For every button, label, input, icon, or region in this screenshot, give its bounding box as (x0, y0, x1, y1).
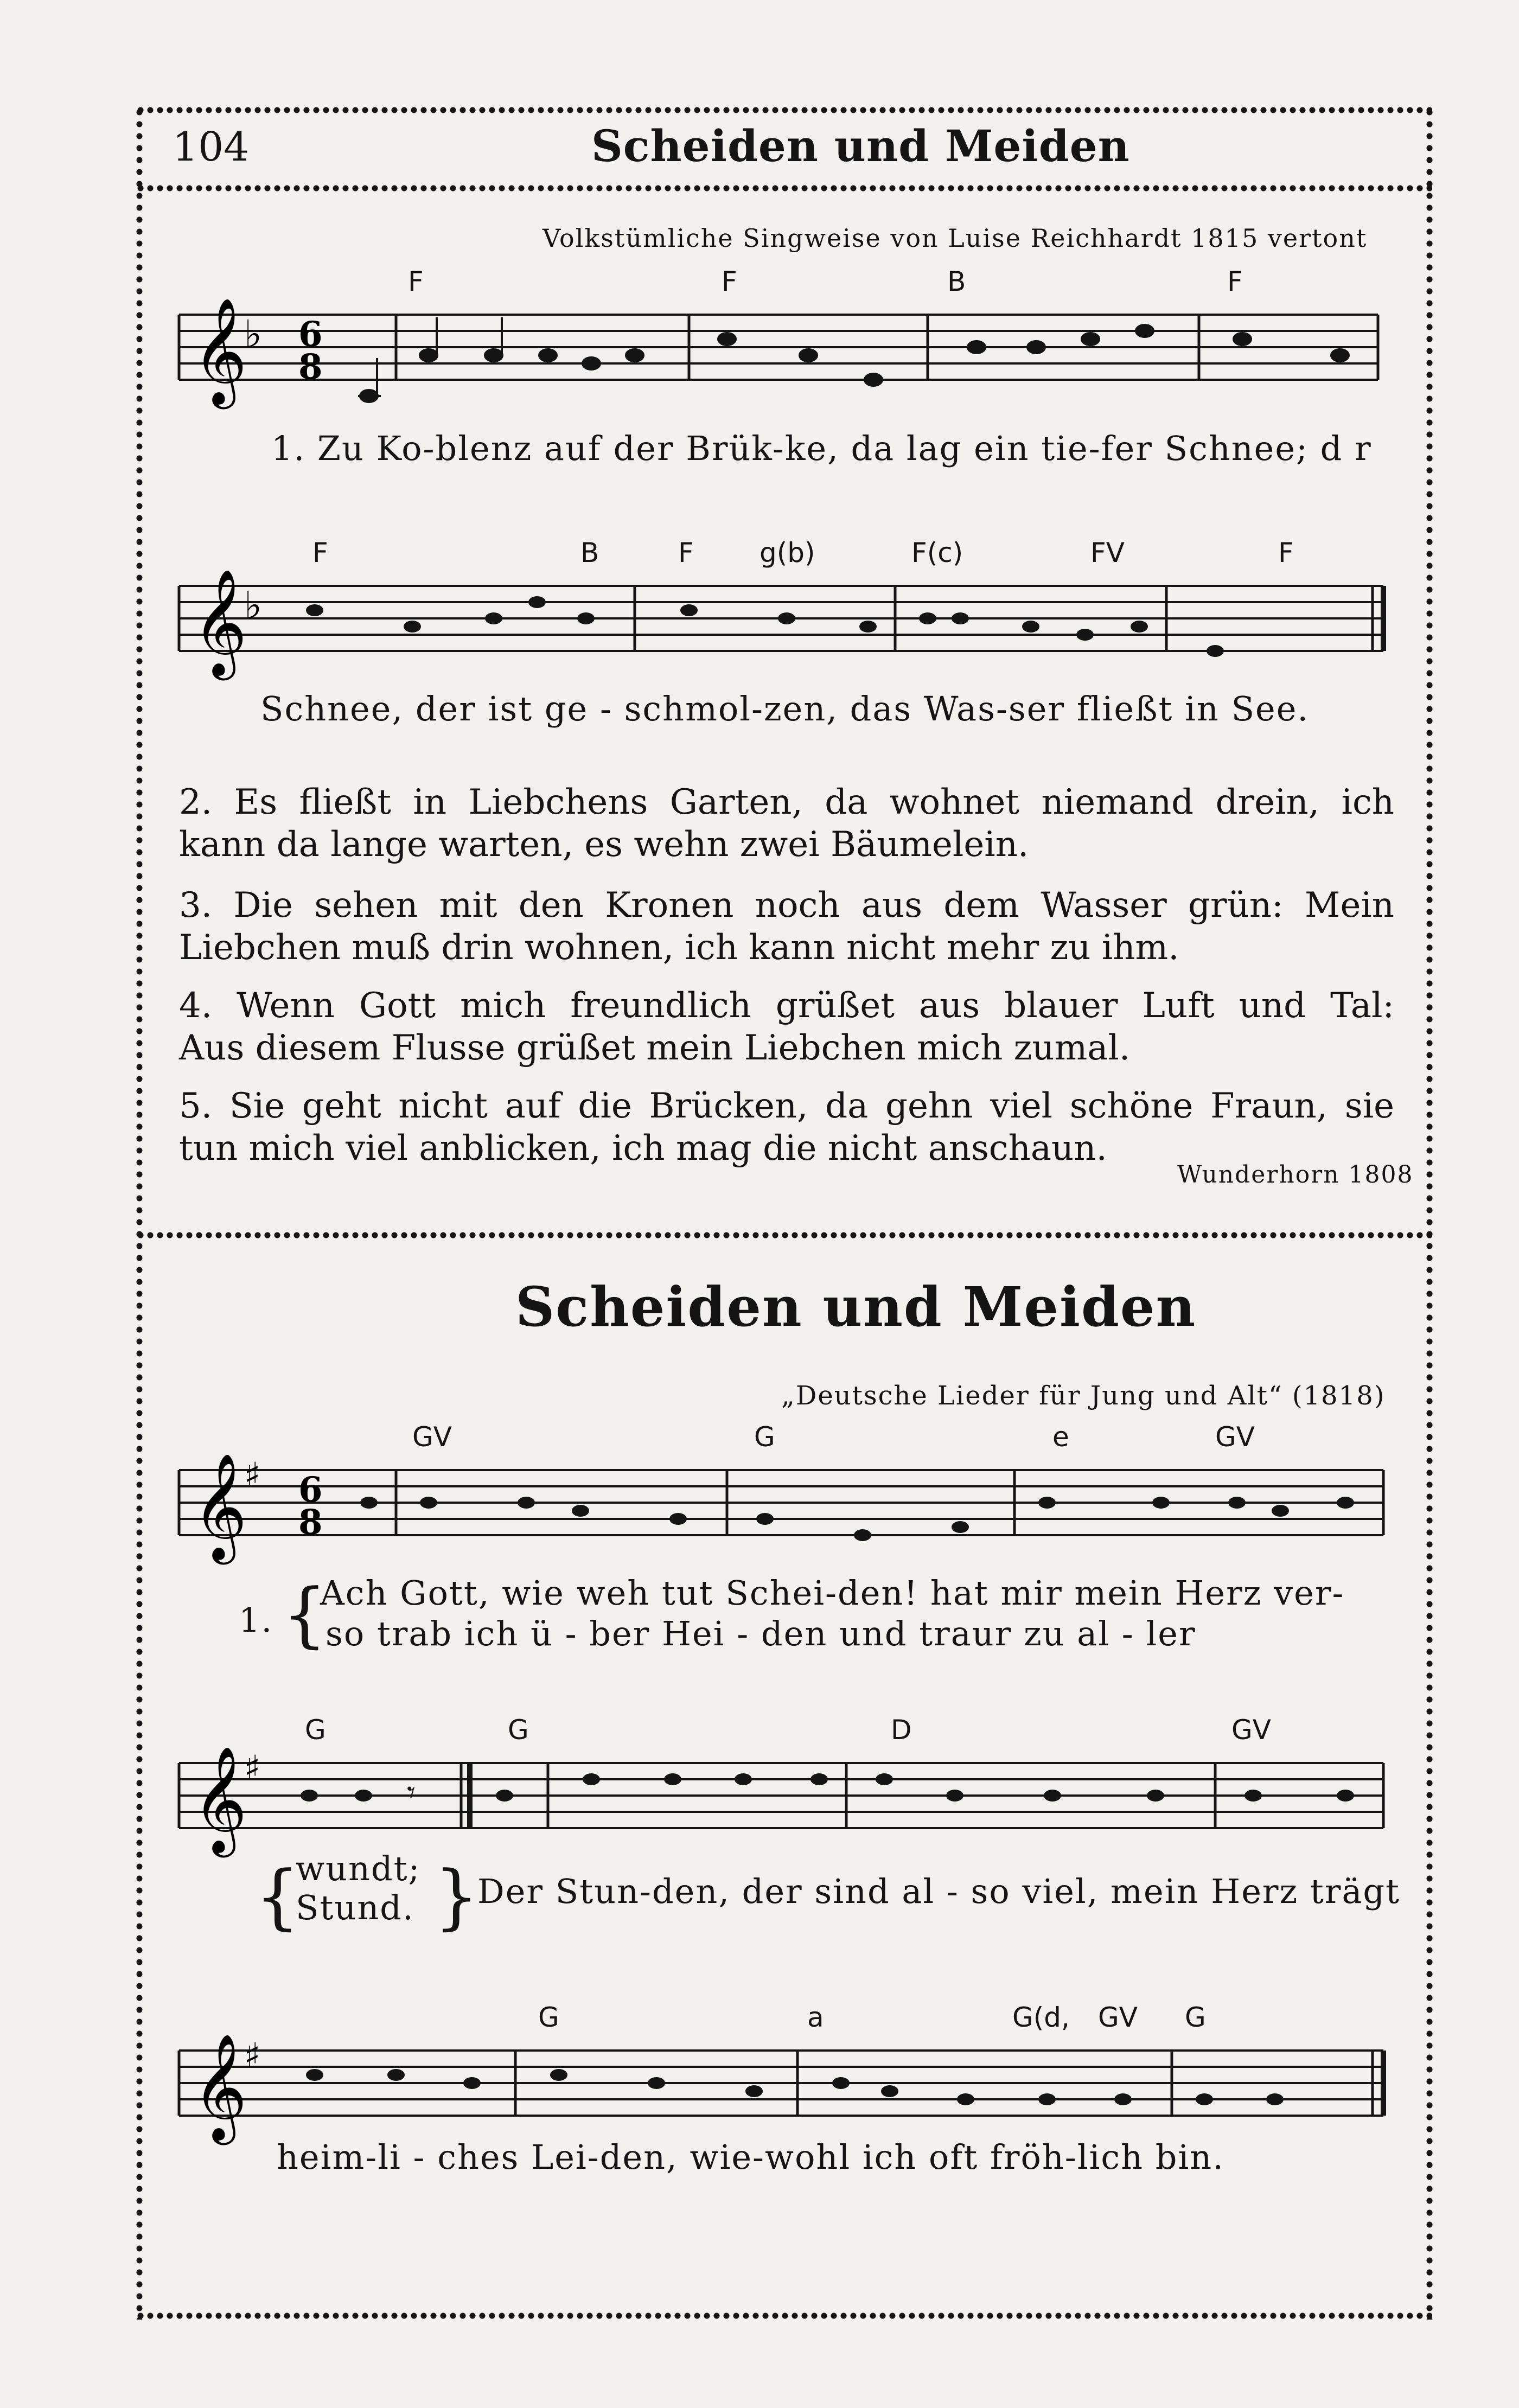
song2-lyrics-2: Der Stun-den, der sind al - so viel, mein Herz trägt (477, 1872, 1401, 1911)
chord: GV (1215, 1421, 1255, 1453)
chord: B (947, 266, 966, 297)
song1-source: Wunderhorn 1808 (1177, 1161, 1414, 1189)
brace-close-icon: } (434, 1855, 479, 1938)
brace-icon: { (282, 1573, 327, 1656)
verse-line: 3. Die sehen mit den Kronen noch aus dem Wasser grün: Mein (179, 885, 1394, 925)
flat-icon: ♭ (244, 583, 263, 628)
chord: F (312, 537, 328, 569)
chord: B (580, 537, 599, 569)
chord: G (754, 1421, 775, 1453)
verse-line: 5. Sie geht nicht auf die Brücken, da gehn viel schöne Fraun, sie (179, 1086, 1394, 1126)
chord: F (1278, 537, 1294, 569)
time-sig-bottom: 8 (298, 347, 323, 387)
page-number: 104 (173, 124, 250, 170)
treble-clef-icon: 𝄞 (193, 1746, 247, 1853)
chord: GV (1098, 2002, 1138, 2033)
verse-line: Liebchen muß drin wohnen, ich kann nicht mehr zu ihm. (179, 928, 1179, 968)
verse-line: 4. Wenn Gott mich freundlich grüßet aus blauer Luft und Tal: (179, 986, 1394, 1026)
chord: G (538, 2002, 559, 2033)
frame-left (136, 106, 143, 2320)
frame-top (136, 106, 1432, 114)
chord: GV (1231, 1714, 1271, 1746)
frame-bottom (136, 2312, 1432, 2320)
chord: F (722, 266, 737, 297)
song2-staff-1 (168, 1443, 1394, 1584)
chord: F (1227, 266, 1243, 297)
song1-lyrics-2: Schnee, der ist ge - schmol-zen, das Was-ser fließt in See. (260, 689, 1310, 729)
treble-clef-icon: 𝄞 (193, 297, 247, 405)
song2-lyrics-2b: Stund. (296, 1888, 414, 1927)
song2-lyrics-2a: wundt; (296, 1849, 421, 1888)
chord: F (678, 537, 694, 569)
song2-verse-number: 1. (239, 1600, 273, 1640)
sharp-icon: ♯ (244, 1455, 261, 1494)
song1-staff-2 (168, 559, 1394, 700)
song2-title: Scheiden und Meiden (515, 1275, 1197, 1339)
sharp-icon: ♯ (244, 1748, 261, 1787)
verse-line: kann da lange warten, es wehn zwei Bäumelein. (179, 825, 1029, 865)
flat-icon: ♭ (244, 312, 263, 356)
frame-right (1426, 106, 1433, 2320)
verse-line: Aus diesem Flusse grüßet mein Liebchen mich zumal. (179, 1028, 1131, 1068)
verse-2 (179, 781, 1394, 866)
rest-icon: 𝄾 (407, 1774, 416, 1812)
sharp-icon: ♯ (244, 2035, 261, 2075)
notes (306, 596, 1224, 657)
chord: g(b) (760, 537, 815, 569)
chord: G (508, 1714, 529, 1746)
chord: F (408, 266, 424, 297)
running-head: Scheiden und Meiden (591, 120, 1130, 171)
chord: G (305, 1714, 326, 1746)
chord: G (1185, 2002, 1206, 2033)
verse-5 (179, 1085, 1394, 1170)
song2-lyrics-1b: so trab ich ü - ber Hei - den und traur zu al - ler (326, 1614, 1196, 1653)
chord: FV (1090, 537, 1125, 569)
treble-clef-icon: 𝄞 (193, 1453, 247, 1560)
time-sig-bottom: 8 (298, 1502, 323, 1543)
chord: a (807, 2002, 824, 2033)
frame-divider (136, 1231, 1432, 1239)
brace-icon: { (255, 1855, 300, 1938)
frame-under-head (136, 184, 1432, 192)
song1-credit: Volkstümliche Singweise von Luise Reichhardt 1815 vertont (542, 223, 1368, 253)
treble-clef-icon: 𝄞 (193, 569, 247, 676)
time-sig-top: 6 (298, 1470, 323, 1510)
verse-line: tun mich viel anblicken, ich mag die nicht anschaun. (179, 1128, 1107, 1168)
verse-line: 2. Es fließt in Liebchens Garten, da wohnet niemand drein, ich (179, 782, 1394, 822)
song2-lyrics-1a: Ach Gott, wie weh tut Schei-den! hat mir mein Herz ver- (320, 1573, 1345, 1613)
chord: F(c) (911, 537, 963, 569)
song2-lyrics-3: heim-li - ches Lei-den, wie-wohl ich oft fröh-lich bin. (277, 2137, 1224, 2177)
chord: e (1052, 1421, 1069, 1453)
song1-lyrics-1: 1. Zu Ko-blenz auf der Brük-ke, da lag ein tie-fer Schnee; d r (271, 429, 1372, 468)
verse-3 (179, 884, 1394, 969)
verse-4 (179, 985, 1394, 1069)
chord: G(d, (1012, 2002, 1070, 2033)
song1-staff-1 (168, 288, 1394, 429)
chord: D (891, 1714, 912, 1746)
song2-credit: „Deutsche Lieder für Jung und Alt“ (1818) (781, 1381, 1386, 1411)
chord: GV (412, 1421, 452, 1453)
treble-clef-icon: 𝄞 (193, 2033, 247, 2141)
time-sig-top: 6 (298, 314, 323, 355)
